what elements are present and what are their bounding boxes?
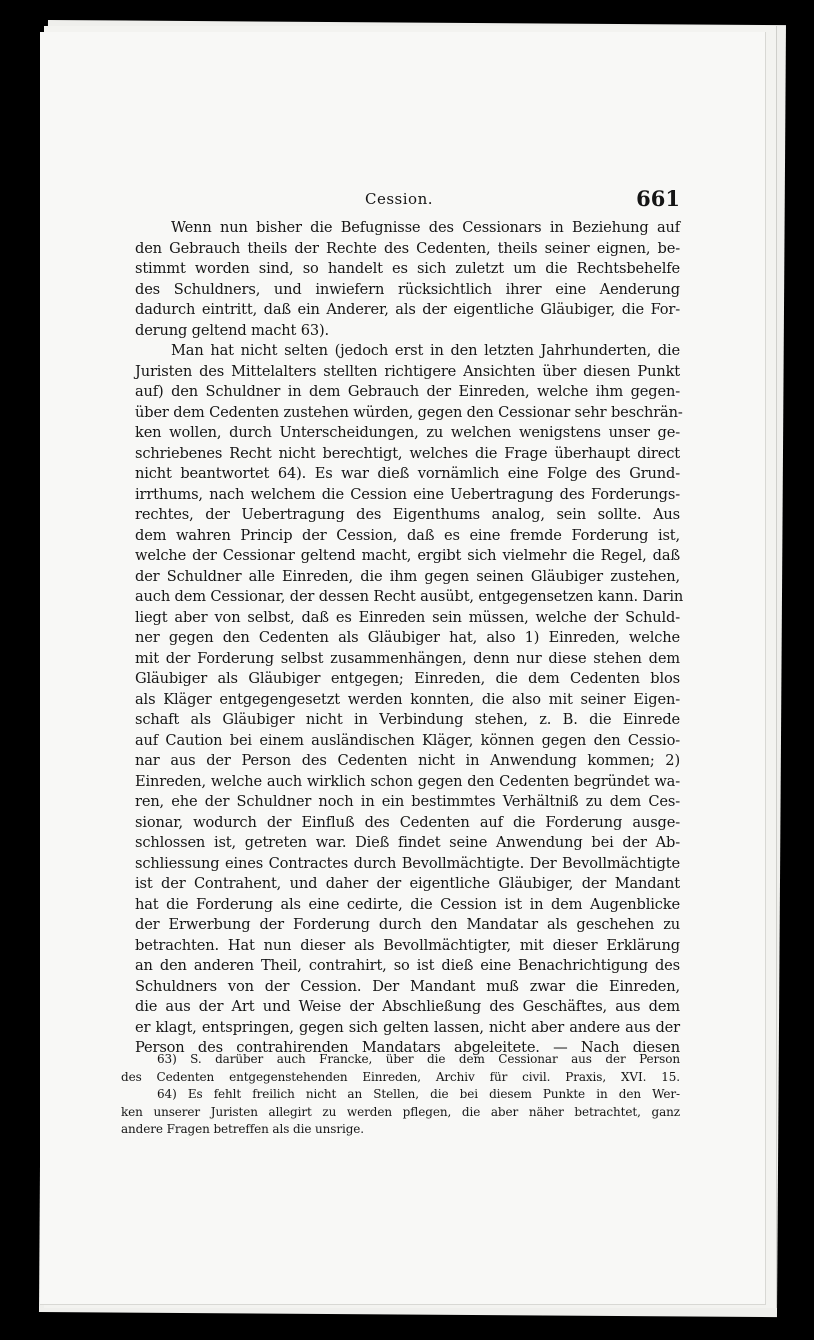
text-line: er klagt, entspringen, gegen sich gelten lassen, nicht aber andere aus der: [135, 1018, 680, 1036]
page-number: 661: [636, 186, 680, 211]
text-line: der Schuldner alle Einreden, die ihm gegen seinen Gläubiger zustehen,: [135, 567, 680, 585]
footnote-63-line: 63) S. darüber auch Francke, über die dem Cessionar aus der Person: [157, 1052, 680, 1066]
text-line: den Gebrauch theils der Rechte des Cedenten, theils seiner eignen, be-: [135, 239, 680, 257]
body-text: [135, 218, 684, 1056]
text-line: nar aus der Person des Cedenten nicht in Anwendung kommen; 2): [135, 752, 680, 769]
footnote-64-line: ken unserer Juristen allegirt zu werden pflegen, die aber näher betrachtet, ganz: [121, 1104, 680, 1119]
text-line: mit der Forderung selbst zusammenhängen, denn nur diese stehen dem: [135, 649, 680, 667]
text-line: Man hat nicht selten (jedoch erst in den letzten Jahrhunderten, die: [171, 342, 680, 359]
text-line: sionar, wodurch der Einfluß des Cedenten auf die Forderung ausge-: [135, 813, 680, 831]
text-line: ist der Contrahent, und daher der eigentliche Gläubiger, der Mandant: [135, 875, 680, 892]
footnote-64-line: andere Fragen betreffen als die unsrige.: [121, 1122, 365, 1136]
text-line: Juristen des Mittelalters stellten richtigere Ansichten über diesen Punkt: [135, 362, 680, 380]
text-line: schliessung eines Contractes durch Bevollmächtigte. Der Bevollmächtigte: [135, 854, 680, 872]
text-line: an den anderen Theil, contrahirt, so ist dieß eine Benachrichtigung des: [135, 957, 680, 974]
text-line: schaft als Gläubiger nicht in Verbindung stehen, z. B. die Einrede: [135, 711, 680, 728]
text-line: Schuldners von der Cession. Der Mandant muß zwar die Einreden,: [135, 977, 680, 995]
text-line: derung geltend macht 63).: [135, 321, 330, 339]
footnote-63-line: des Cedenten entgegenstehenden Einreden, Archiv für civil. Praxis, XVI. 15.: [121, 1069, 680, 1084]
text-line: betrachten. Hat nun dieser als Bevollmächtigter, mit dieser Erklärung: [135, 936, 680, 954]
page-header: [135, 182, 680, 212]
text-line: schlossen ist, getreten war. Dieß findet seine Anwendung bei der Ab-: [135, 834, 680, 851]
text-line: der Erwerbung der Forderung durch den Mandatar als geschehen zu: [135, 916, 680, 933]
book-page: [40, 32, 766, 1305]
text-line: ren, ehe der Schuldner noch in ein bestimmtes Verhältniß zu dem Ces-: [135, 793, 680, 810]
text-line: irrthums, nach welchem die Cession eine Uebertragung des Forderungs-: [135, 485, 680, 503]
text-line: dem wahren Princip der Cession, daß es eine fremde Forderung ist,: [135, 526, 680, 544]
text-line: ner gegen den Cedenten als Gläubiger hat, also 1) Einreden, welche: [135, 629, 680, 646]
text-line: die aus der Art und Weise der Abschließung des Geschäftes, aus dem: [135, 998, 680, 1015]
text-line: rechtes, der Uebertragung des Eigenthums analog, sein sollte. Aus: [135, 506, 680, 523]
text-line: dadurch eintritt, daß ein Anderer, als der eigentliche Gläubiger, die For-: [135, 301, 680, 318]
text-line: des Schuldners, und inwiefern rücksichtlich ihrer eine Aenderung: [135, 280, 680, 298]
footnote-64-line: 64) Es fehlt freilich nicht an Stellen, die bei diesem Punkte in den Wer-: [157, 1087, 680, 1101]
text-line: auf Caution bei einem ausländischen Kläger, können gegen den Cessio-: [135, 731, 680, 749]
text-line: auf) den Schuldner in dem Gebrauch der Einreden, welche ihm gegen-: [135, 383, 680, 400]
text-line: welche der Cessionar geltend macht, ergibt sich vielmehr die Regel, daß: [135, 547, 680, 564]
text-line: nicht beantwortet 64). Es war dieß vornämlich eine Folge des Grund-: [135, 465, 680, 482]
text-line: Gläubiger als Gläubiger entgegen; Einreden, die dem Cedenten blos: [135, 670, 680, 687]
text-line: als Kläger entgegengesetzt werden konnten, die also mit seiner Eigen-: [135, 690, 680, 708]
footnotes: [121, 1051, 680, 1139]
text-line: schriebenes Recht nicht berechtigt, welches die Frage überhaupt direct: [135, 444, 680, 462]
text-line: liegt aber von selbst, daß es Einreden sein müssen, welche der Schuld-: [135, 608, 680, 626]
text-line: auch dem Cessionar, der dessen Recht ausübt, entgegensetzen kann. Darin: [135, 588, 684, 605]
running-head: Cession.: [365, 190, 434, 208]
text-line: Person des contrahirenden Mandatars abgeleitete. — Nach diesen: [135, 1039, 680, 1056]
text-line: hat die Forderung als eine cedirte, die Cession ist in dem Augenblicke: [135, 895, 680, 913]
text-line: ken wollen, durch Unterscheidungen, zu welchen wenigstens unser ge-: [135, 424, 680, 441]
text-line: über dem Cedenten zustehen würden, gegen den Cessionar sehr beschrän-: [135, 403, 683, 421]
text-line: Wenn nun bisher die Befugnisse des Cessionars in Beziehung auf: [171, 219, 680, 236]
text-line: stimmt worden sind, so handelt es sich zuletzt um die Rechtsbehelfe: [135, 260, 680, 277]
text-line: Einreden, welche auch wirklich schon gegen den Cedenten begründet wa-: [135, 772, 680, 790]
